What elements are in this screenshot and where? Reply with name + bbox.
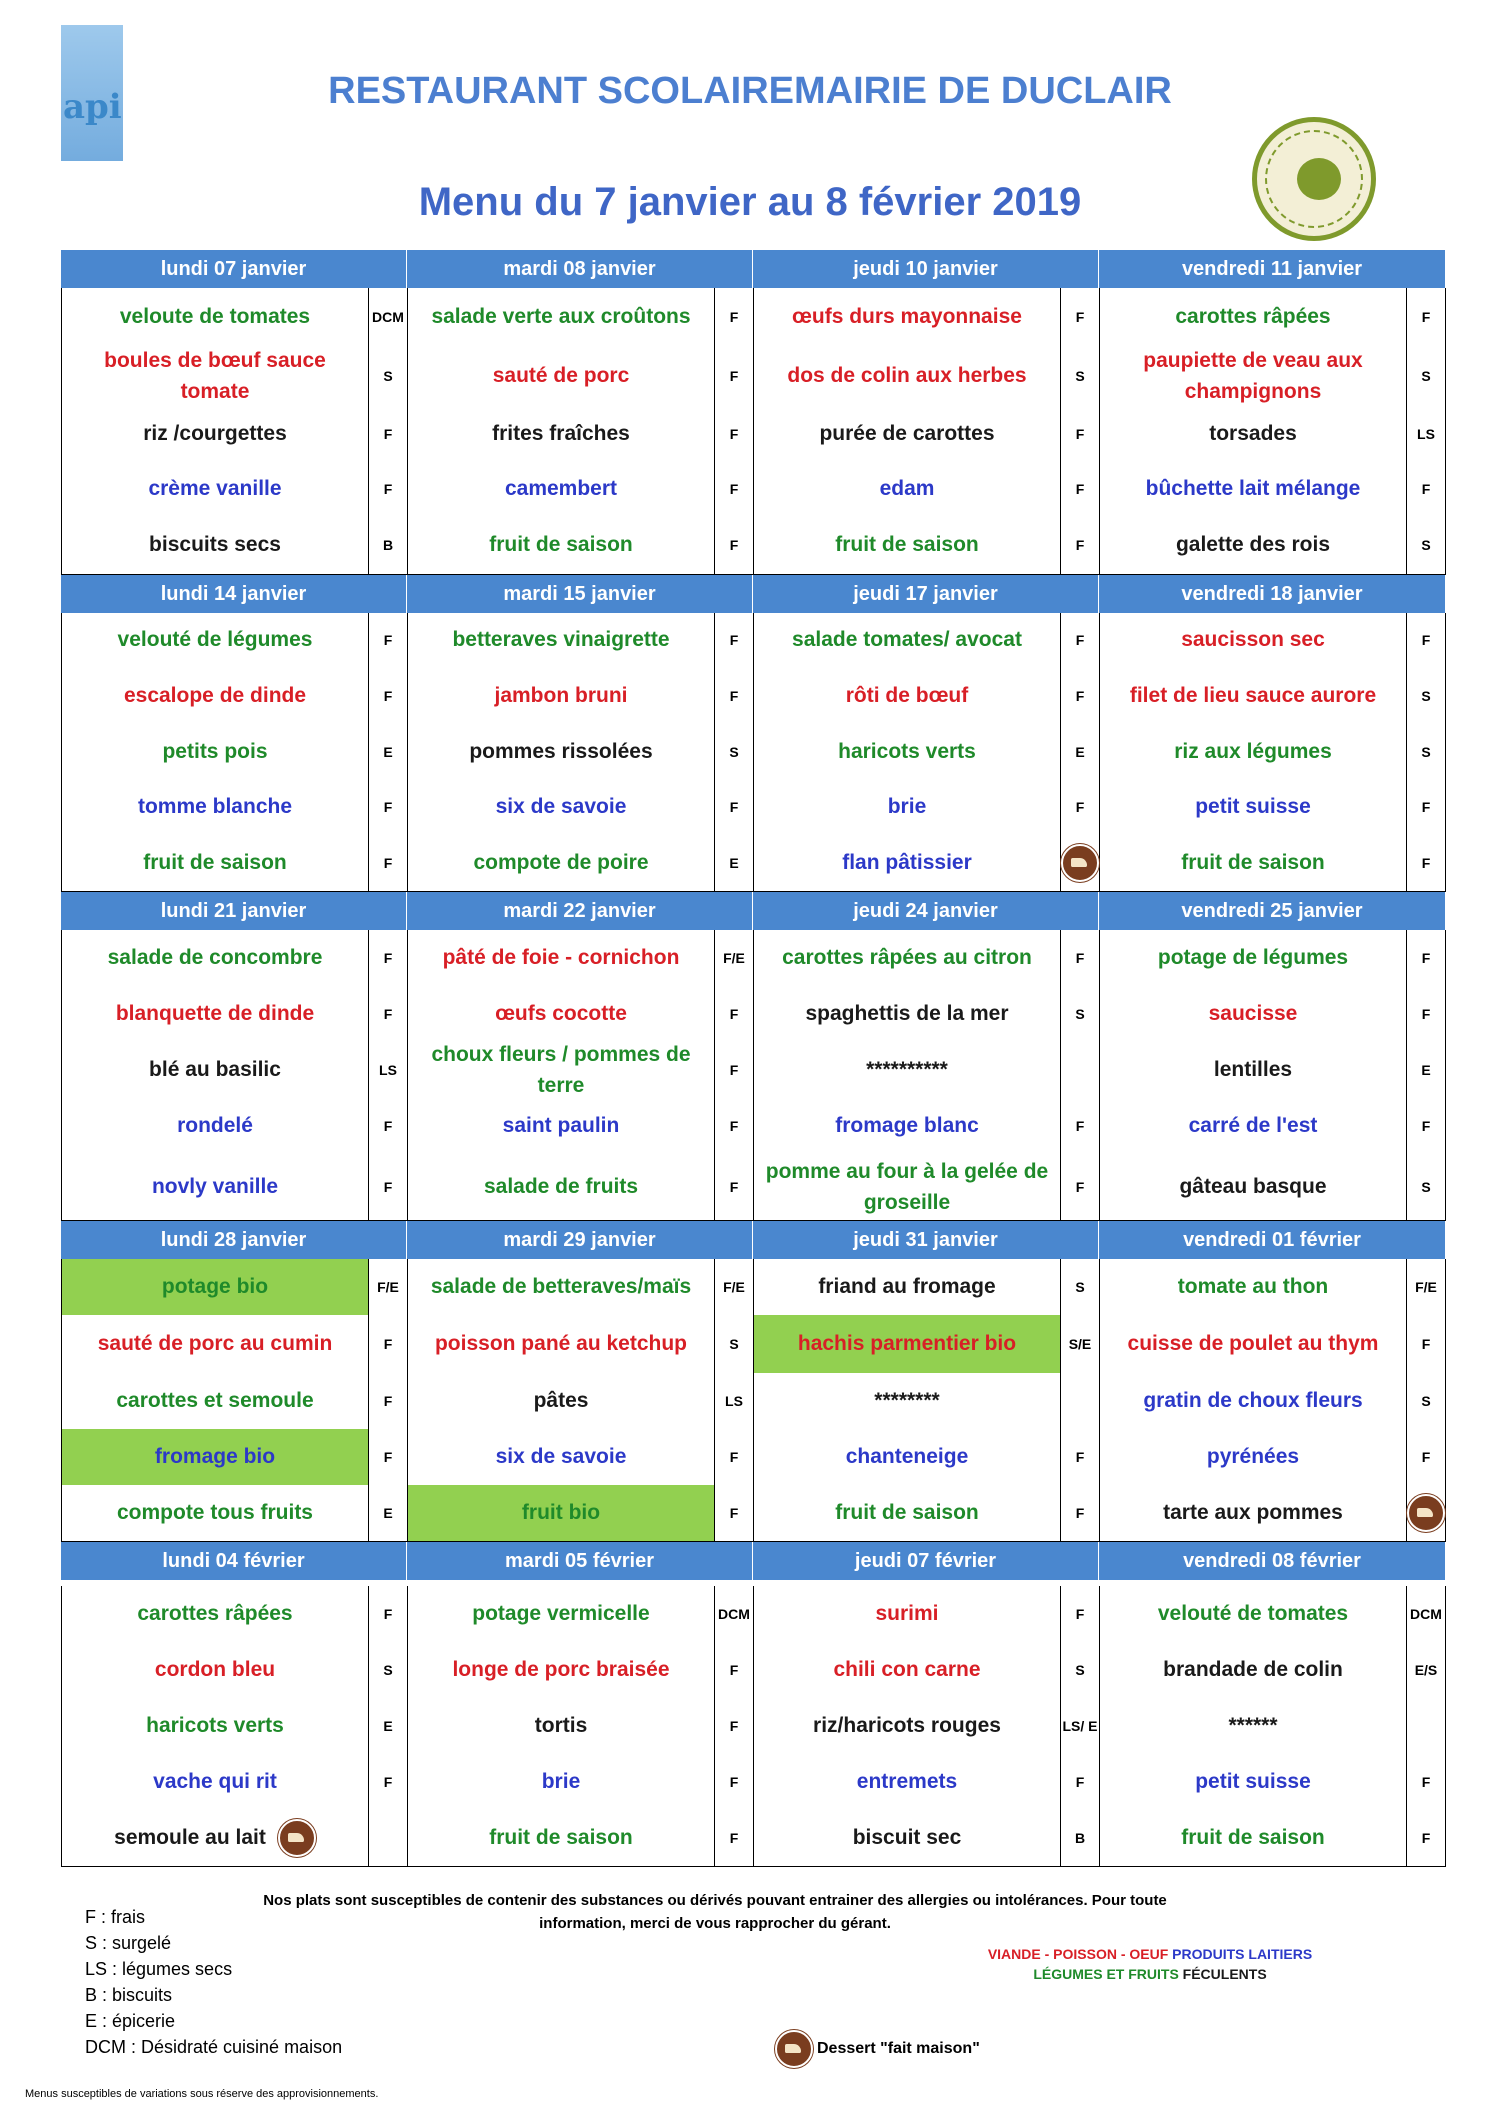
origin-code: B [368, 516, 407, 574]
dish-cell: novly vanille [61, 1154, 368, 1220]
dish-cell: saint paulin [407, 1098, 714, 1154]
origin-code: E/S [1406, 1642, 1446, 1698]
dish-cell: tarte aux pommes [1099, 1485, 1406, 1541]
day-header: jeudi 17 janvier [753, 575, 1099, 613]
key-legumes: LÉGUMES ET FRUITS [1033, 1966, 1179, 1982]
dish-cell: gâteau basque [1099, 1154, 1406, 1220]
dish-cell: ******** [753, 1373, 1060, 1429]
day-header: lundi 21 janvier [61, 892, 407, 930]
dish-cell: fromage bio [61, 1429, 368, 1485]
dish-cell: petit suisse [1099, 1754, 1406, 1810]
dish-cell: fruit de saison [1099, 1810, 1406, 1866]
origin-code: LS [714, 1373, 753, 1429]
origin-code: F [714, 462, 753, 516]
origin-code: F [1406, 835, 1446, 891]
dish-cell: hachis parmentier bio [753, 1315, 1060, 1373]
origin-code: F [1060, 667, 1099, 725]
day-header: jeudi 07 février [753, 1542, 1099, 1580]
dish-cell: riz/haricots rouges [753, 1698, 1060, 1754]
origin-code: F [1060, 1098, 1099, 1154]
origin-code: F [1406, 613, 1446, 667]
dish-cell: ********** [753, 1042, 1060, 1098]
dish-cell: fruit de saison [753, 516, 1060, 574]
origin-code: B [1060, 1810, 1099, 1866]
dish-cell: fromage blanc [753, 1098, 1060, 1154]
origin-code: F [1060, 1586, 1099, 1642]
dish-cell: riz aux légumes [1099, 725, 1406, 779]
week-block [61, 575, 1446, 892]
dish-cell: torsades [1099, 406, 1406, 462]
origin-code: F [714, 986, 753, 1042]
day-header: lundi 04 février [61, 1542, 407, 1580]
week-block [61, 1542, 1446, 1867]
dish-cell: poisson pané au ketchup [407, 1315, 714, 1373]
origin-code: E [1406, 1042, 1446, 1098]
dish-cell: cuisse de poulet au thym [1099, 1315, 1406, 1373]
gemrcn-seal [1252, 117, 1376, 241]
dish-cell: carottes râpées [1099, 288, 1406, 346]
origin-code: F [714, 1810, 753, 1866]
dish-cell: ****** [1099, 1698, 1406, 1754]
menu-period: Menu du 7 janvier au 8 février 2019 [418, 180, 1082, 224]
week-block [61, 1221, 1446, 1542]
origin-code: S [1060, 1642, 1099, 1698]
dish-cell: tomate au thon [1099, 1259, 1406, 1315]
dish-cell: semoule au lait [61, 1810, 368, 1866]
color-key [980, 1944, 1320, 1984]
origin-code: F [714, 1429, 753, 1485]
origin-code: F [368, 667, 407, 725]
dish-cell: tomme blanche [61, 779, 368, 835]
dish-cell: boules de bœuf sauce tomate [61, 346, 368, 406]
origin-code: F [368, 835, 407, 891]
origin-code: F [714, 667, 753, 725]
dish-cell: velouté de tomates [1099, 1586, 1406, 1642]
origin-code: F [714, 1642, 753, 1698]
origin-code: F [368, 613, 407, 667]
dish-cell: camembert [407, 462, 714, 516]
origin-code: F/E [714, 930, 753, 986]
origin-code: F [1406, 1098, 1446, 1154]
dish-cell: cordon bleu [61, 1642, 368, 1698]
origin-code [1060, 1042, 1099, 1098]
dish-cell: carottes râpées [61, 1586, 368, 1642]
dish-cell: fruit de saison [407, 516, 714, 574]
dish-cell: haricots verts [753, 725, 1060, 779]
dish-cell: saucisson sec [1099, 613, 1406, 667]
day-header: mardi 08 janvier [407, 250, 753, 288]
dish-cell: fruit bio [407, 1485, 714, 1541]
origin-code [1060, 835, 1099, 891]
dish-cell: chili con carne [753, 1642, 1060, 1698]
dish-cell: salade de betteraves/maïs [407, 1259, 714, 1315]
legend-item: F : frais [85, 1907, 146, 1927]
dish-cell: potage vermicelle [407, 1586, 714, 1642]
dish-cell: entremets [753, 1754, 1060, 1810]
dish-cell: compote de poire [407, 835, 714, 891]
dish-cell: six de savoie [407, 779, 714, 835]
origin-code: DCM [714, 1586, 753, 1642]
origin-code: S [1406, 667, 1446, 725]
origin-code: F [368, 1373, 407, 1429]
key-viande: VIANDE - POISSON - OEUF [987, 1946, 1169, 1962]
origin-code: F [1060, 1754, 1099, 1810]
dish-cell: spaghettis de la mer [753, 986, 1060, 1042]
api-logo: api [61, 25, 123, 161]
origin-code: E [368, 1485, 407, 1541]
origin-code: S [1060, 986, 1099, 1042]
origin-code: F [1406, 1315, 1446, 1373]
dish-cell: haricots verts [61, 1698, 368, 1754]
dish-cell: carottes et semoule [61, 1373, 368, 1429]
origin-code [1406, 1485, 1446, 1541]
origin-code: F [1060, 1154, 1099, 1220]
dish-cell: fruit de saison [61, 835, 368, 891]
dish-cell: potage bio [61, 1259, 368, 1315]
dish-cell: blanquette de dinde [61, 986, 368, 1042]
origin-code: F [1406, 1810, 1446, 1866]
cake-icon [1407, 1494, 1445, 1532]
day-header: lundi 07 janvier [61, 250, 407, 288]
key-laitiers: PRODUITS LAITIERS [1172, 1946, 1313, 1962]
dish-cell: dos de colin aux herbes [753, 346, 1060, 406]
dish-cell: choux fleurs / pommes de terre [407, 1042, 714, 1098]
day-header: mardi 05 février [407, 1542, 753, 1580]
dish-cell: chanteneige [753, 1429, 1060, 1485]
origin-code: F [1406, 288, 1446, 346]
origin-code: F [714, 1754, 753, 1810]
day-header: vendredi 08 février [1099, 1542, 1446, 1580]
origin-code [1406, 1698, 1446, 1754]
origin-code: F/E [1406, 1259, 1446, 1315]
day-header: jeudi 24 janvier [753, 892, 1099, 930]
day-header: jeudi 31 janvier [753, 1221, 1099, 1259]
dish-cell: blé au basilic [61, 1042, 368, 1098]
footer-note: Menus susceptibles de variations sous réserve des approvisionnements. [25, 2088, 379, 2100]
dish-cell: pomme au four à la gelée de groseille [753, 1154, 1060, 1220]
dish-cell: vache qui rit [61, 1754, 368, 1810]
dish-cell: escalope de dinde [61, 667, 368, 725]
dish-cell: fruit de saison [753, 1485, 1060, 1541]
dish-cell: galette des rois [1099, 516, 1406, 574]
week-block [61, 250, 1446, 575]
dish-cell: potage de légumes [1099, 930, 1406, 986]
origin-code: F [1060, 288, 1099, 346]
dish-cell: bûchette lait mélange [1099, 462, 1406, 516]
origin-code: S [1406, 725, 1446, 779]
cake-icon [1061, 844, 1099, 882]
dish-cell: betteraves vinaigrette [407, 613, 714, 667]
menu-table [61, 250, 1446, 1867]
origin-code: S [368, 346, 407, 406]
origin-code: LS [368, 1042, 407, 1098]
dish-cell: friand au fromage [753, 1259, 1060, 1315]
cake-icon [775, 2030, 813, 2068]
dish-cell: pâtes [407, 1373, 714, 1429]
origin-code: F [368, 779, 407, 835]
legend-item: DCM : Désidraté cuisiné maison [85, 2037, 343, 2057]
origin-code: E [1060, 725, 1099, 779]
origin-code: F [368, 1154, 407, 1220]
day-header: mardi 15 janvier [407, 575, 753, 613]
dish-cell: œufs cocotte [407, 986, 714, 1042]
dish-cell: rôti de bœuf [753, 667, 1060, 725]
dish-cell: salade tomates/ avocat [753, 613, 1060, 667]
day-header: jeudi 10 janvier [753, 250, 1099, 288]
origin-code: S [368, 1642, 407, 1698]
dish-cell: tortis [407, 1698, 714, 1754]
origin-code: F [714, 1154, 753, 1220]
dish-cell: flan pâtissier [753, 835, 1060, 891]
dish-cell: salade verte aux croûtons [407, 288, 714, 346]
origin-code: F [1060, 1485, 1099, 1541]
origin-code: E [714, 835, 753, 891]
dish-cell: carottes râpées au citron [753, 930, 1060, 986]
dish-cell: jambon bruni [407, 667, 714, 725]
dish-cell: purée de carottes [753, 406, 1060, 462]
origin-code: F [368, 406, 407, 462]
origin-code: F [368, 1315, 407, 1373]
dish-cell: brie [753, 779, 1060, 835]
origin-code: F [1406, 1754, 1446, 1810]
origin-code: F [714, 1698, 753, 1754]
dish-cell: salade de concombre [61, 930, 368, 986]
origin-code: S [1060, 346, 1099, 406]
origin-code: F/E [368, 1259, 407, 1315]
dish-cell: carré de l'est [1099, 1098, 1406, 1154]
day-header: mardi 29 janvier [407, 1221, 753, 1259]
origin-code: F [1060, 462, 1099, 516]
cake-icon [278, 1819, 316, 1857]
dish-cell: œufs durs mayonnaise [753, 288, 1060, 346]
origin-code: S [1060, 1259, 1099, 1315]
day-header: lundi 28 janvier [61, 1221, 407, 1259]
code-legend [85, 1904, 342, 2060]
key-feculents: FÉCULENTS [1182, 1966, 1267, 1982]
dish-cell: sauté de porc [407, 346, 714, 406]
fait-maison-key: Dessert "fait maison" [775, 2030, 980, 2068]
origin-code: F [368, 462, 407, 516]
origin-code: S [1406, 1373, 1446, 1429]
origin-code: F [714, 288, 753, 346]
legend-item: B : biscuits [85, 1985, 173, 2005]
dish-cell: brandade de colin [1099, 1642, 1406, 1698]
dish-cell: six de savoie [407, 1429, 714, 1485]
origin-code: F [1060, 516, 1099, 574]
origin-code: E [368, 725, 407, 779]
week-block [61, 892, 1446, 1221]
dish-cell: frites fraîches [407, 406, 714, 462]
dish-cell: gratin de choux fleurs [1099, 1373, 1406, 1429]
legend-item: S : surgelé [85, 1933, 172, 1953]
dish-cell: fruit de saison [1099, 835, 1406, 891]
dish-cell: biscuits secs [61, 516, 368, 574]
legend-item: LS : légumes secs [85, 1959, 233, 1979]
dish-cell: riz /courgettes [61, 406, 368, 462]
dish-cell: crème vanille [61, 462, 368, 516]
dish-cell: edam [753, 462, 1060, 516]
origin-code: F [1060, 930, 1099, 986]
origin-code: F [368, 986, 407, 1042]
origin-code: S [1406, 346, 1446, 406]
origin-code: F [1060, 613, 1099, 667]
dish-cell: pyrénées [1099, 1429, 1406, 1485]
origin-code: LS [1406, 406, 1446, 462]
origin-code: F [368, 1098, 407, 1154]
dish-cell: petit suisse [1099, 779, 1406, 835]
origin-code: F [1060, 1429, 1099, 1485]
dish-cell: velouté de légumes [61, 613, 368, 667]
dish-cell: paupiette de veau aux champignons [1099, 346, 1406, 406]
origin-code: F [714, 613, 753, 667]
origin-code: F [368, 1429, 407, 1485]
origin-code: F [368, 1586, 407, 1642]
origin-code: DCM [1406, 1586, 1446, 1642]
dish-cell: brie [407, 1754, 714, 1810]
origin-code: S/E [1060, 1315, 1099, 1373]
origin-code: E [368, 1698, 407, 1754]
origin-code: F [368, 1754, 407, 1810]
origin-code: S [1406, 516, 1446, 574]
origin-code: F/E [714, 1259, 753, 1315]
dish-cell: rondelé [61, 1098, 368, 1154]
dish-cell: biscuit sec [753, 1810, 1060, 1866]
origin-code: F [714, 1485, 753, 1541]
origin-code: F [1406, 462, 1446, 516]
origin-code: S [714, 725, 753, 779]
origin-code: S [714, 1315, 753, 1373]
day-header: vendredi 25 janvier [1099, 892, 1446, 930]
dish-cell: salade de fruits [407, 1154, 714, 1220]
apple-icon [1297, 158, 1341, 200]
dish-cell: longe de porc braisée [407, 1642, 714, 1698]
origin-code: F [368, 930, 407, 986]
dish-cell: filet de lieu sauce aurore [1099, 667, 1406, 725]
dish-cell: petits pois [61, 725, 368, 779]
origin-code: F [714, 1042, 753, 1098]
origin-code: F [1406, 779, 1446, 835]
day-header: lundi 14 janvier [61, 575, 407, 613]
dish-cell: saucisse [1099, 986, 1406, 1042]
dish-cell: sauté de porc au cumin [61, 1315, 368, 1373]
origin-code [368, 1810, 407, 1866]
origin-code: F [714, 516, 753, 574]
dish-cell: compote tous fruits [61, 1485, 368, 1541]
origin-code [1060, 1373, 1099, 1429]
origin-code: F [714, 346, 753, 406]
day-header: vendredi 18 janvier [1099, 575, 1446, 613]
dish-cell: lentilles [1099, 1042, 1406, 1098]
dish-cell: surimi [753, 1586, 1060, 1642]
origin-code: F [714, 779, 753, 835]
day-header: vendredi 11 janvier [1099, 250, 1446, 288]
origin-code: DCM [368, 288, 407, 346]
origin-code: F [714, 406, 753, 462]
origin-code: F [1406, 930, 1446, 986]
dish-cell: pommes rissolées [407, 725, 714, 779]
origin-code: F [1060, 406, 1099, 462]
origin-code: LS/ E [1060, 1698, 1099, 1754]
allergy-note: Nos plats sont susceptibles de contenir des substances ou dérivés pouvant entrainer des allergies ou intolérances. Pour toute information, merci de vous rapprocher du gérant. [263, 1892, 1167, 1932]
origin-code: F [1406, 986, 1446, 1042]
origin-code: F [1060, 779, 1099, 835]
day-header: mardi 22 janvier [407, 892, 753, 930]
dish-cell: pâté de foie - cornichon [407, 930, 714, 986]
origin-code: F [1406, 1429, 1446, 1485]
dish-cell: veloute de tomates [61, 288, 368, 346]
origin-code: S [1406, 1154, 1446, 1220]
origin-code: F [714, 1098, 753, 1154]
legend-item: E : épicerie [85, 2011, 176, 2031]
page-title: RESTAURANT SCOLAIREMAIRIE DE DUCLAIR [328, 70, 1172, 112]
dish-cell: fruit de saison [407, 1810, 714, 1866]
day-header: vendredi 01 février [1099, 1221, 1446, 1259]
